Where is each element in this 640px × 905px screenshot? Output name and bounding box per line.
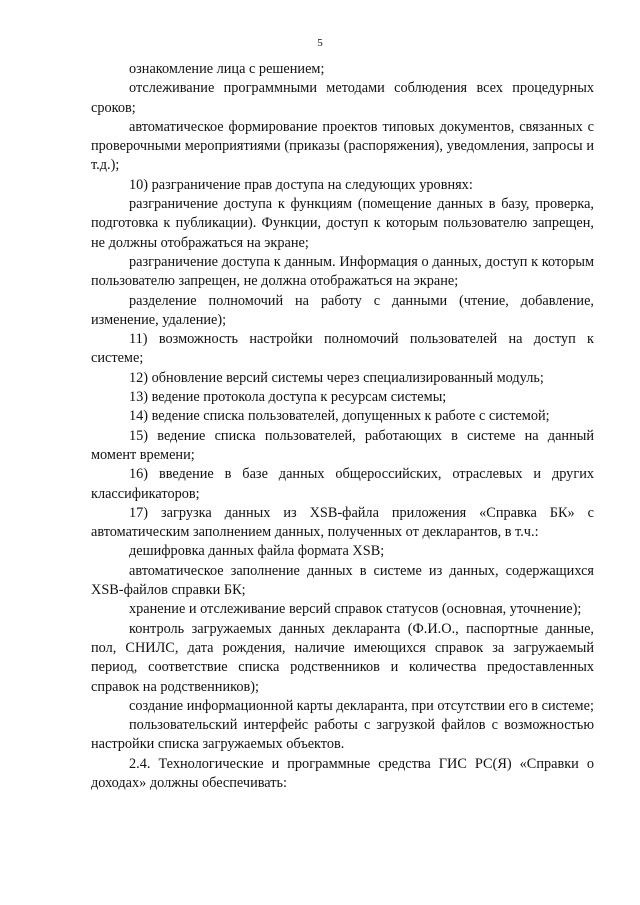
paragraph: автоматическое заполнение данных в системе из данных, содержащихся XSB-файлов справки БК; [91,562,594,599]
paragraph: контроль загружаемых данных декларанта (Ф.И.О., паспортные данные, пол, СНИЛС, дата рождения, наличие имеющихся справок за загружаемый период, соответствие списка родственников и количества предоставленных справок на родственников); [91,620,594,695]
paragraph: 15) ведение списка пользователей, работающих в системе на данный момент времени; [91,427,594,463]
paragraph: разграничение доступа к данным. Информация о данных, доступ к которым пользователю запрещен, не должна отображаться на экране; [91,253,594,290]
paragraph: ознакомление лица с решением; [129,61,325,77]
paragraph: 12) обновление версий системы через специализированный модуль; [129,369,544,386]
paragraph: 2.4. Технологические и программные средства ГИС РС(Я) «Справки о доходах» должны обеспечивать: [91,755,594,791]
paragraph: дешифровка данных файла формата XSB; [129,543,385,560]
paragraph: пользовательский интерфейс работы с загрузкой файлов с возможностью настройки списка загружаемых объектов. [91,717,594,753]
paragraph: 11) возможность настройки полномочий пользователей на доступ к системе; [91,331,594,367]
paragraph: 17) загрузка данных из XSB-файла приложения «Справка БК» с автоматическим заполнением данных, полученных от декларантов, в т.ч.: [91,504,594,541]
page-number: 5 [317,37,323,49]
paragraph: хранение и отслеживание версий справок статусов (основная, уточнение); [129,601,582,618]
paragraph: 14) ведение списка пользователей, допущенных к работе с системой; [129,408,550,425]
paragraph: 13) ведение протокола доступа к ресурсам системы; [129,389,447,406]
paragraph: 16) введение в базе данных общероссийских, отраслевых и других классификаторов; [91,466,594,502]
paragraph: разделение полномочий на работу с данными (чтение, добавление, изменение, удаление); [91,292,594,328]
document-body [91,60,594,793]
paragraph: создание информационной карты декларанта, при отсутствии его в системе; [129,697,594,714]
paragraph: разграничение доступа к функциям (помещение данных в базу, проверка, подготовка к публикации). Функции, доступ к которым пользователю запрещен, не должны отображаться на экране; [91,196,594,251]
paragraph: отслеживание программными методами соблюдения всех процедурных сроков; [91,80,594,116]
paragraph: автоматическое формирование проектов типовых документов, связанных с проверочными мероприятиями (приказы (распоряжения), уведомления, запросы и т.д.); [91,118,594,174]
paragraph: 10) разграничение прав доступа на следующих уровнях: [129,176,473,193]
